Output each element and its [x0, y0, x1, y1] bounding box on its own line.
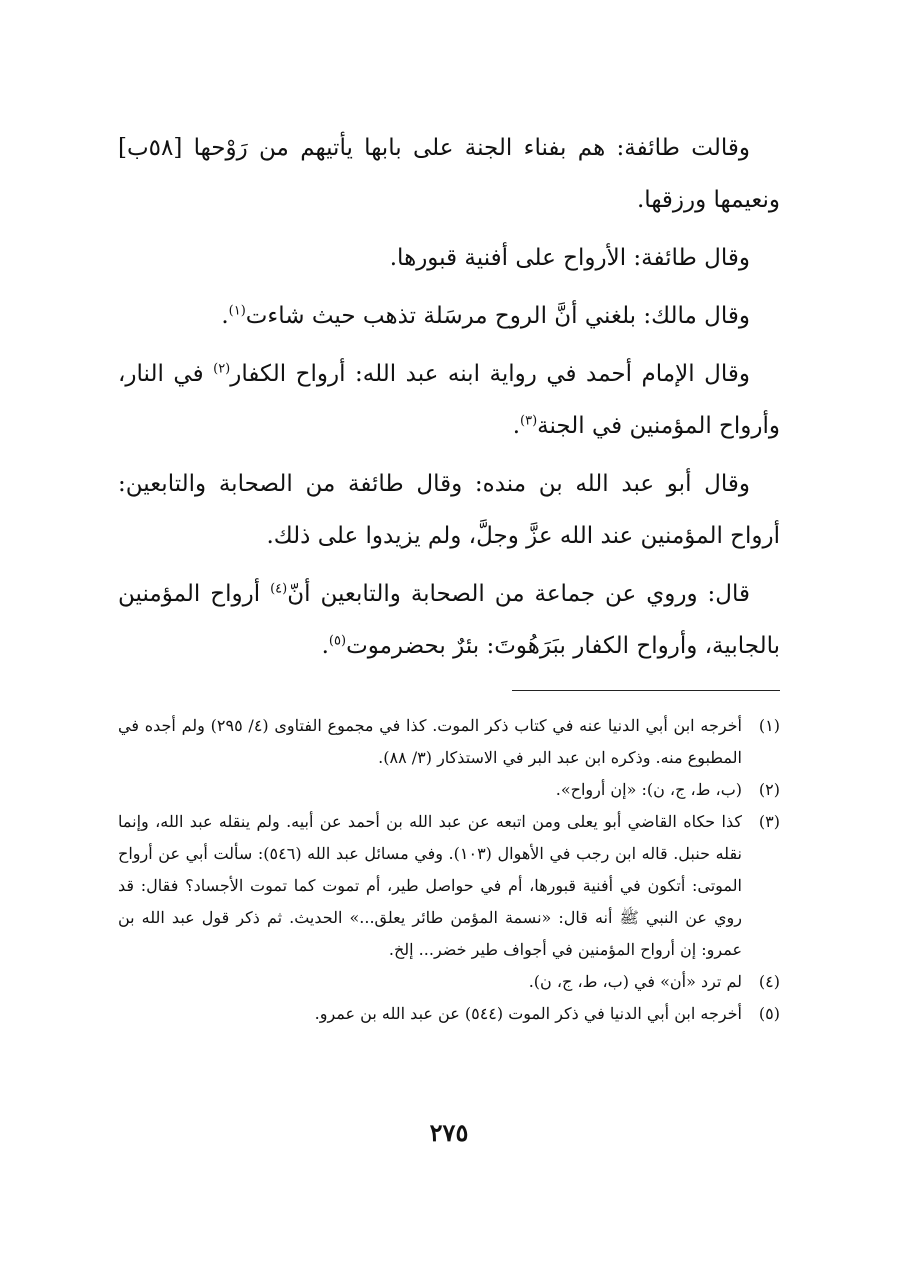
paragraph-3 [118, 290, 780, 342]
paragraph-6-tail: . [321, 633, 329, 659]
footnote-5 [118, 998, 780, 1030]
footnote-2 [118, 774, 780, 806]
footnote-1 [118, 710, 780, 774]
paragraph-6-text-b: أرواح المؤمنين بالجابية، وأرواح الكفار ببَرَهُوتَ: بئرٌ بحضرموت [118, 581, 780, 659]
paragraph-4-text-a: وقال الإمام أحمد في رواية ابنه عبد الله: أرواح الكفار [230, 361, 750, 387]
footnote-text: أخرجه ابن أبي الدنيا في ذكر الموت (٥٤٤) عن عبد الله بن عمرو. [314, 1004, 742, 1023]
footnote-text: أخرجه ابن أبي الدنيا عنه في كتاب ذكر الموت. كذا في مجموع الفتاوى (٤/ ٢٩٥) ولم أجده في المطبوع منه. وذكره ابن عبد البر في الاستذكار (٣/ ٨٨). [118, 716, 742, 767]
paragraph-2 [118, 232, 780, 284]
footnote-text: (ب، ط، ج، ن): «إن أرواح». [555, 780, 742, 799]
paragraph-5 [118, 458, 780, 562]
paragraph-6 [118, 568, 780, 672]
paragraph-3-text: وقال مالك: بلغني أنَّ الروح مرسَلة تذهب حيث شاءت [245, 303, 750, 329]
footnote-ref-3[interactable]: (٣) [520, 413, 538, 429]
page-number: ٢٧٥ [429, 1118, 469, 1147]
paragraph-2-text: وقال طائفة: الأرواح على أفنية قبورها. [389, 245, 750, 271]
paragraph-1-text: وقالت طائفة: هم بفناء الجنة على بابها يأتيهم من رَوْحها [٥٨ب] ونعيمها ورزقها. [118, 135, 780, 213]
footnote-ref-5[interactable]: (٥) [328, 633, 347, 649]
paragraph-4-tail: . [512, 413, 520, 439]
footnote-4 [118, 966, 780, 998]
footnote-number: (٤) [758, 972, 780, 991]
footnote-ref-4[interactable]: (٤) [270, 581, 288, 597]
paragraph-4-text-b: في النار، وأرواح المؤمنين في الجنة [118, 361, 780, 439]
footnote-number: (٥) [758, 1004, 780, 1023]
paragraph-3-tail: . [221, 303, 229, 329]
paragraph-1 [118, 122, 780, 226]
footnote-text: لم ترد «أن» في (ب، ط، ج، ن). [528, 972, 742, 991]
paragraph-6-text-a: قال: وروي عن جماعة من الصحابة والتابعين أنّ [287, 581, 750, 607]
footnote-number: (١) [758, 716, 780, 735]
footnote-ref-1[interactable]: (١) [228, 303, 246, 319]
footnote-number: (٣) [758, 812, 780, 831]
paragraph-4 [118, 348, 780, 452]
footnote-number: (٢) [758, 780, 780, 799]
paragraph-5-text: وقال أبو عبد الله بن منده: وقال طائفة من الصحابة والتابعين: أرواح المؤمنين عند الله عزَّ وجلَّ، ولم يزيدوا على ذلك. [118, 471, 780, 549]
footnotes [118, 710, 780, 1030]
footnote-separator [512, 690, 780, 691]
footnote-3 [118, 806, 780, 966]
footnote-text: كذا حكاه القاضي أبو يعلى ومن اتبعه عن عبد الله بن أحمد عن أبيه. ولم ينقله عبد الله، وإنما نقله حنبل. قاله ابن رجب في الأهوال (١٠٣). وفي مسائل عبد الله (٥٤٦): سألت أبي عن أرواح الموتى: أتكون في أفنية قبورها، أم في حواصل طير، أم تموت كما تموت الأجساد؟ فقال: قد روي عن النبي ﷺ أنه قال: «نسمة المؤمن طائر يعلق...» الحديث. ثم ذكر قول عبد الله بن عمرو: إن أرواح المؤمنين في أجواف طير خضر... إلخ. [118, 812, 742, 959]
page-body [118, 118, 780, 1238]
footnote-ref-2[interactable]: (٢) [213, 361, 231, 377]
